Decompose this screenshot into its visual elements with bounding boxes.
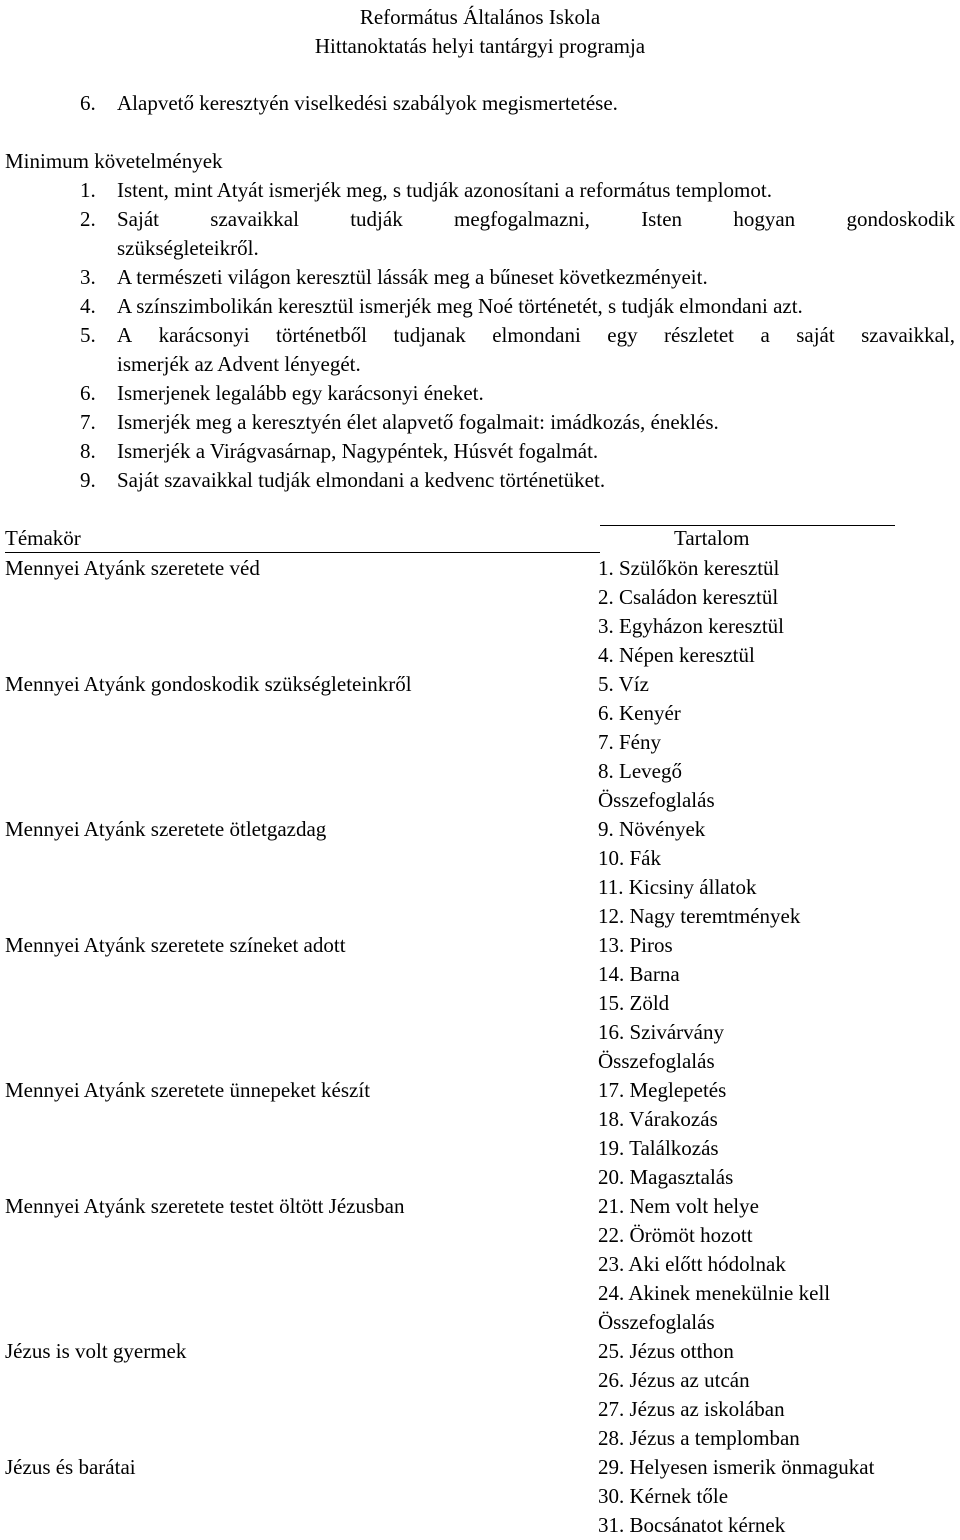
item-number: 2. xyxy=(80,207,96,231)
content-cell: 8. Levegő xyxy=(598,759,682,783)
content-cell: 18. Várakozás xyxy=(598,1107,718,1131)
topic-cell: Mennyei Atyánk szeretete ünnepeket készít xyxy=(5,1078,371,1102)
word: A xyxy=(117,323,133,347)
content-cell: 25. Jézus otthon xyxy=(598,1339,734,1363)
topic-cell: Mennyei Atyánk szeretete színeket adott xyxy=(5,933,346,957)
content-cell: 5. Víz xyxy=(598,672,649,696)
content-cell: 3. Egyházon keresztül xyxy=(598,614,785,638)
word: a xyxy=(760,323,770,347)
content-cell: 26. Jézus az utcán xyxy=(598,1368,750,1392)
word: gondoskodik xyxy=(846,207,955,231)
item-number: 4. xyxy=(80,294,96,318)
column-header-content-label: Tartalom xyxy=(674,526,750,550)
content-cell: Összefoglalás xyxy=(598,1310,715,1334)
item-text: Saját szavaikkal tudják elmondani a kedvenc történetüket. xyxy=(117,468,606,492)
content-cell: 2. Családon keresztül xyxy=(598,585,779,609)
goal-number: 6. xyxy=(80,91,96,115)
topic-cell: Jézus és barátai xyxy=(5,1455,136,1479)
content-cell: 22. Örömöt hozott xyxy=(598,1223,753,1247)
content-cell: 12. Nagy teremtmények xyxy=(598,904,801,928)
content-cell: 19. Találkozás xyxy=(598,1136,719,1160)
item-text: Istent, mint Atyát ismerjék meg, s tudják azonosítani a református templomot. xyxy=(117,178,772,202)
content-cell: 27. Jézus az iskolában xyxy=(598,1397,785,1421)
topic-cell: Mennyei Atyánk szeretete véd xyxy=(5,556,260,580)
item-text: Ismerjenek legalább egy karácsonyi éneket. xyxy=(117,381,484,405)
word: elmondani xyxy=(492,323,581,347)
word: részletet xyxy=(664,323,734,347)
school-name: Református Általános Iskola xyxy=(359,5,601,29)
goal-text: Alapvető keresztyén viselkedési szabályok megismertetése. xyxy=(117,91,618,115)
item-number: 5. xyxy=(80,323,96,347)
content-cell: 10. Fák xyxy=(598,846,661,870)
content-cell: Összefoglalás xyxy=(598,788,715,812)
item-number: 1. xyxy=(80,178,96,202)
content-cell: 21. Nem volt helye xyxy=(598,1194,759,1218)
content-cell: 6. Kenyér xyxy=(598,701,681,725)
program-title: Hittanoktatás helyi tantárgyi programja xyxy=(314,34,646,58)
content-cell: Összefoglalás xyxy=(598,1049,715,1073)
word: Isten xyxy=(641,207,683,231)
column-header-content xyxy=(600,525,895,550)
content-cell: 9. Növények xyxy=(598,817,706,841)
item-number: 3. xyxy=(80,265,96,289)
content-cell: 30. Kérnek tőle xyxy=(598,1484,729,1508)
word: tudjanak xyxy=(393,323,466,347)
item-text-continuation: szükségleteikről. xyxy=(117,236,259,260)
content-cell: 23. Aki előtt hódolnak xyxy=(598,1252,786,1276)
topic-cell: Mennyei Atyánk gondoskodik szükségleteinkről xyxy=(5,672,412,696)
content-cell: 28. Jézus a templomban xyxy=(598,1426,800,1450)
content-cell: 20. Magasztalás xyxy=(598,1165,734,1189)
document-header xyxy=(0,3,960,61)
item-text: A színszimbolikán keresztül ismerjék meg Noé történetét, s tudják elmondani azt. xyxy=(117,294,803,318)
item-number: 6. xyxy=(80,381,96,405)
content-cell: 24. Akinek menekülnie kell xyxy=(598,1281,831,1305)
word: szavaikkal xyxy=(210,207,299,231)
word: saját xyxy=(796,323,835,347)
item-text: Ismerjék meg a keresztyén élet alapvető fogalmait: imádkozás, éneklés. xyxy=(117,410,719,434)
content-cell: 4. Népen keresztül xyxy=(598,643,755,667)
topic-cell: Jézus is volt gyermek xyxy=(5,1339,187,1363)
topic-cell: Mennyei Atyánk szeretete ötletgazdag xyxy=(5,817,327,841)
item-text-justified xyxy=(117,205,955,234)
content-cell: 1. Szülőkön keresztül xyxy=(598,556,780,580)
content-cell: 17. Meglepetés xyxy=(598,1078,727,1102)
column-header-topic: Témakör xyxy=(5,525,600,553)
item-text-justified xyxy=(117,321,955,350)
item-text: A természeti világon keresztül lássák meg a bűneset következményeit. xyxy=(117,265,708,289)
content-cell: 11. Kicsiny állatok xyxy=(598,875,757,899)
word: szavaikkal, xyxy=(861,323,955,347)
item-text: Ismerjék a Virágvasárnap, Nagypéntek, Húsvét fogalmát. xyxy=(117,439,599,463)
item-number: 9. xyxy=(80,468,96,492)
item-number: 8. xyxy=(80,439,96,463)
word: karácsonyi xyxy=(158,323,250,347)
content-cell: 29. Helyesen ismerik önmagukat xyxy=(598,1455,875,1479)
topic-cell: Mennyei Atyánk szeretete testet öltött Jézusban xyxy=(5,1194,405,1218)
word: Saját xyxy=(117,207,159,231)
content-cell: 7. Fény xyxy=(598,730,661,754)
word: tudják xyxy=(350,207,403,231)
content-cell: 13. Piros xyxy=(598,933,673,957)
content-cell: 14. Barna xyxy=(598,962,680,986)
word: hogyan xyxy=(733,207,796,231)
item-number: 7. xyxy=(80,410,96,434)
content-cell: 15. Zöld xyxy=(598,991,670,1015)
content-cell: 31. Bocsánatot kérnek xyxy=(598,1513,786,1537)
word: történetből xyxy=(276,323,367,347)
word: egy xyxy=(607,323,638,347)
content-cell: 16. Szivárvány xyxy=(598,1020,724,1044)
item-text-continuation: ismerjék az Advent lényegét. xyxy=(117,352,361,376)
minimum-title: Minimum követelmények xyxy=(5,149,223,173)
word: megfogalmazni, xyxy=(454,207,590,231)
